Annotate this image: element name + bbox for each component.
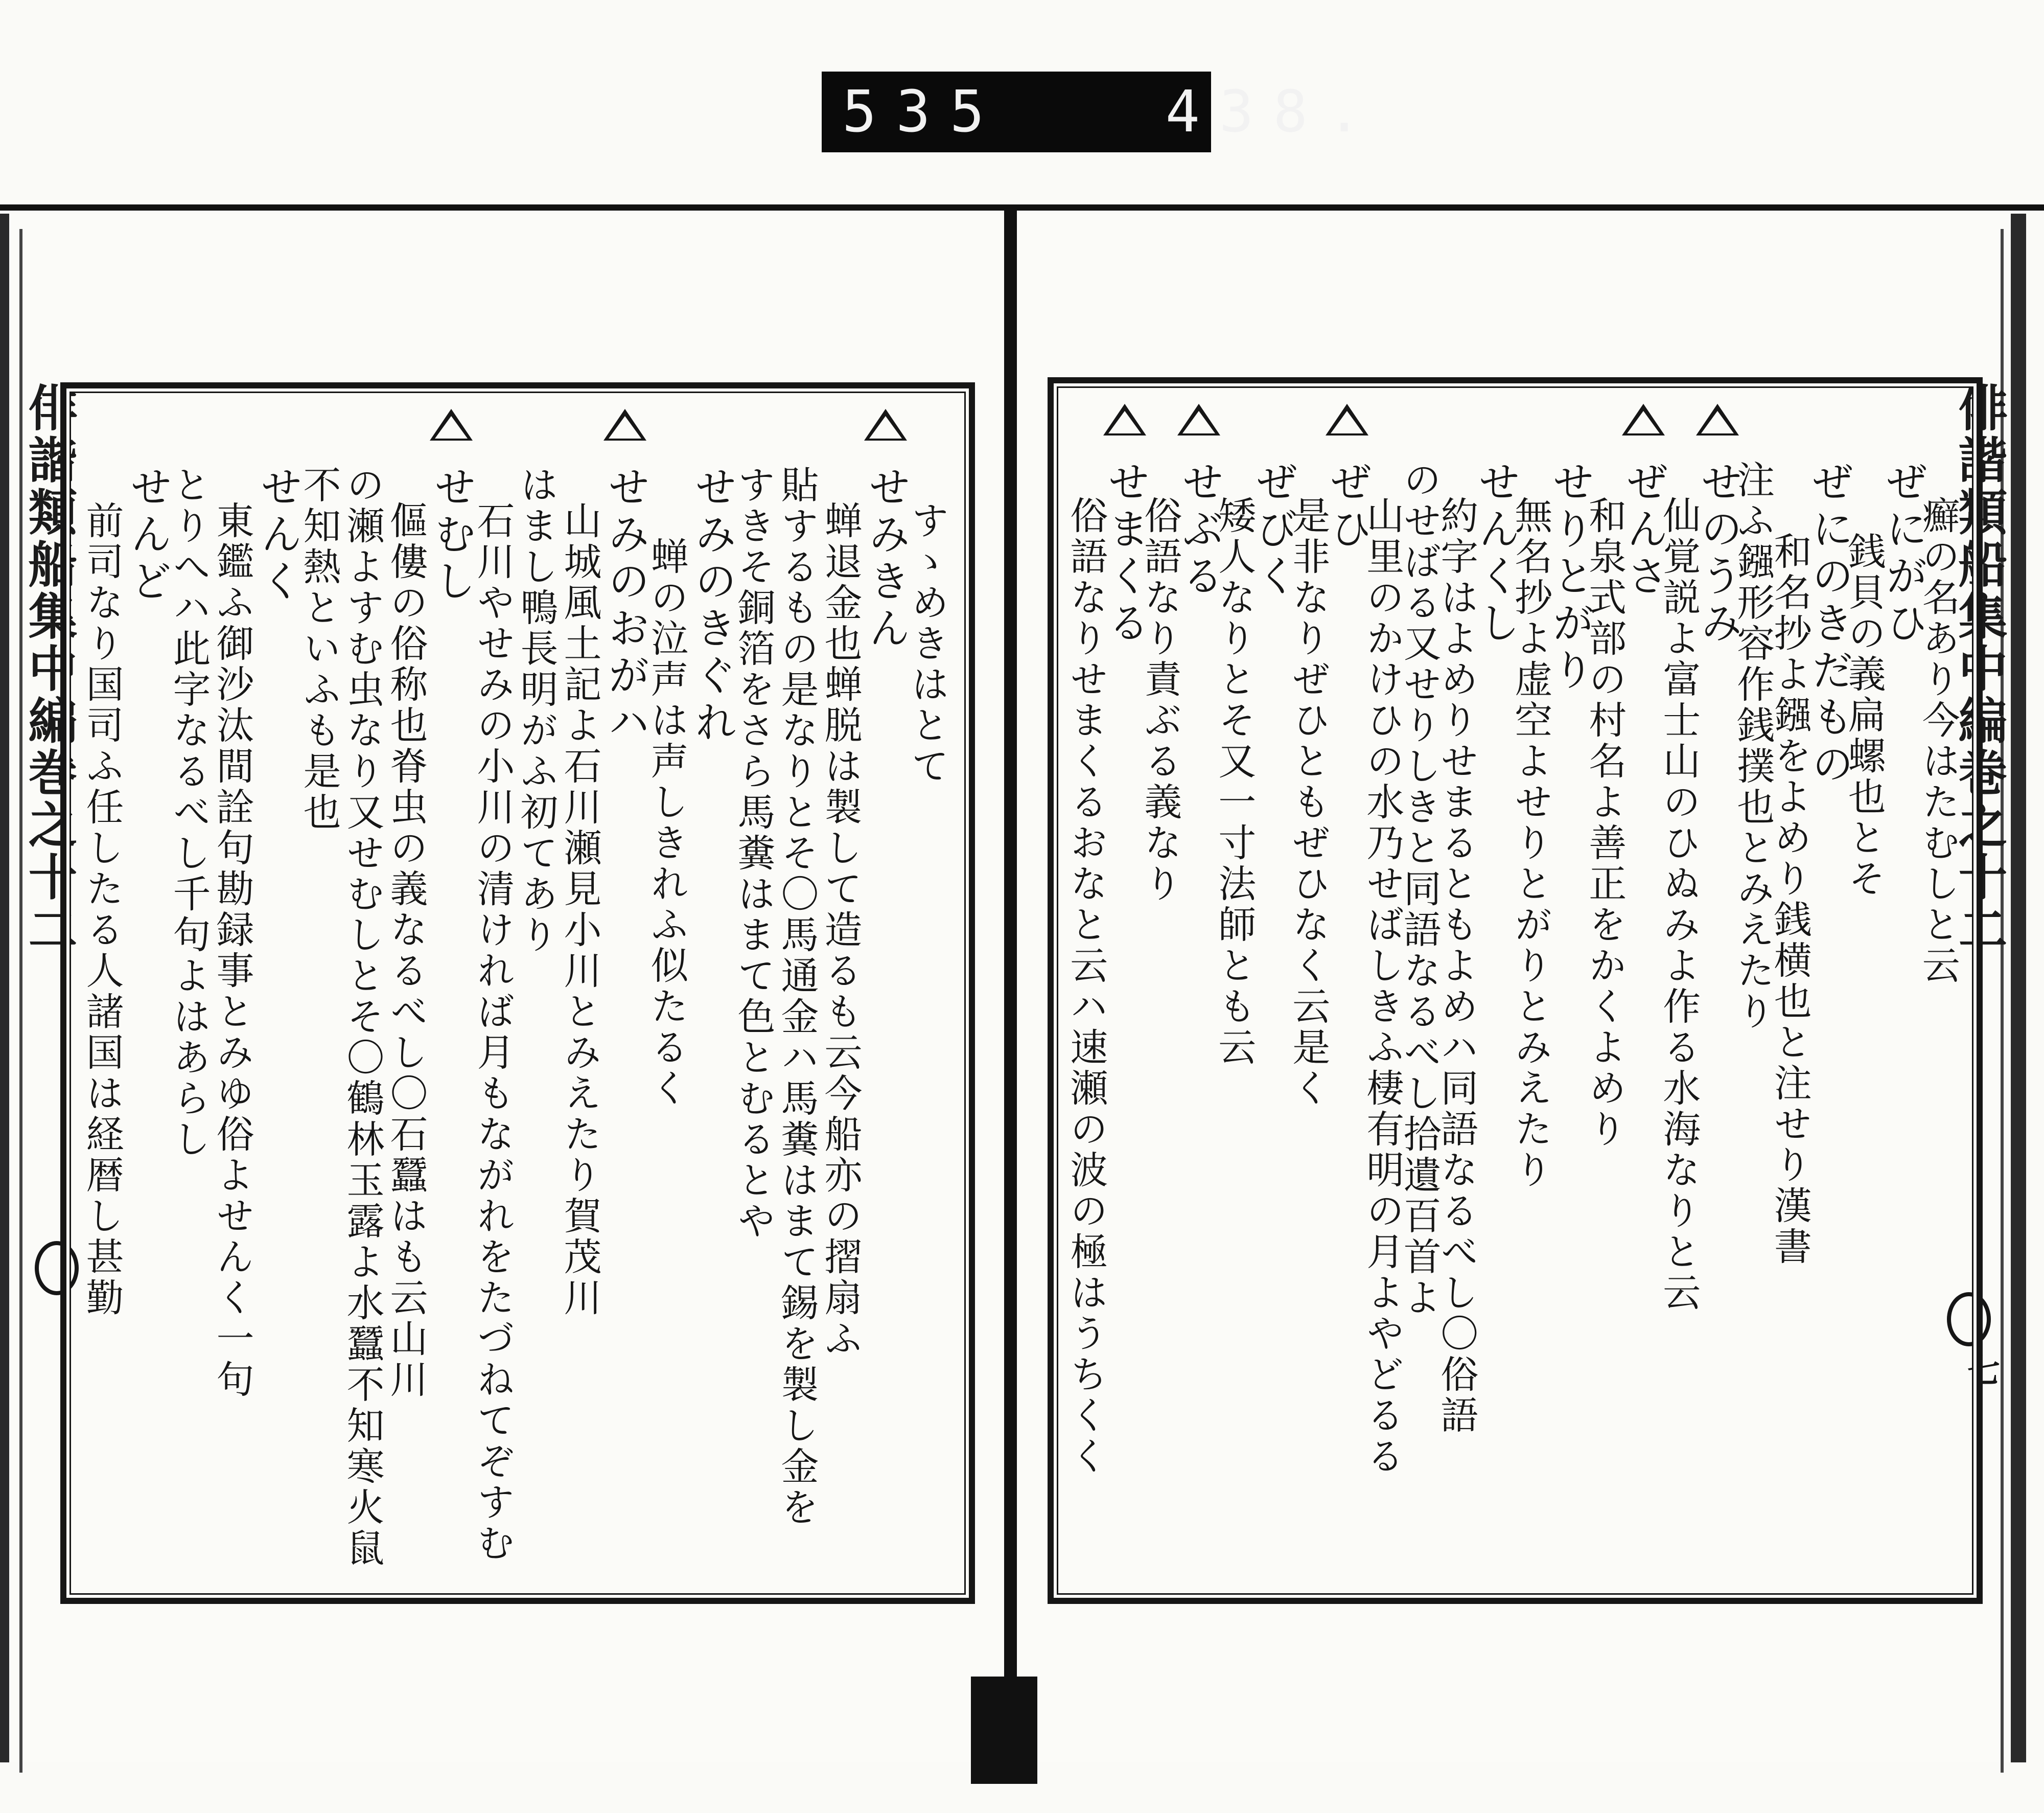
text-column: 貼するもの是なりとそ〇馬通金ハ馬糞はまて錫を製し金を: [775, 465, 819, 1528]
left-side-title: 俳諧類船集中編巻之十二: [20, 382, 78, 956]
headword-column: せむし: [427, 465, 476, 606]
text-column: 山城風土記よ石川瀬見小川とみえたり賀茂川: [558, 501, 602, 1319]
text-column: 山里のかけひの水乃せばしきふ棲有明の月よやどるる: [1360, 496, 1405, 1477]
text-column: の瀬よすむ虫なり又せむしとそ〇鶴林玉露よ水蠶不知寒火鼠: [340, 465, 385, 1569]
headword-column: せまくる: [1101, 460, 1150, 648]
text-column: すゝめきはとて: [905, 501, 949, 787]
text-column: 俗語なりせまくるおなと云ハ速瀬の波の極はうちくく: [1064, 496, 1108, 1477]
headword-column: ぜにのきだもの: [1805, 460, 1854, 789]
left-page: [0, 214, 1013, 1762]
left-text-frame: [60, 382, 975, 1604]
headword-column: せぶる: [1175, 460, 1224, 601]
headword-column: せりとがり: [1545, 460, 1594, 695]
open-book: [0, 204, 2044, 1813]
section-marker-triangle: [1326, 404, 1368, 435]
headword-column: ぜにがひ: [1879, 460, 1928, 648]
text-column: はまし鴨長明がふ初てあり: [514, 465, 559, 956]
text-column: 蝉退金也蝉脱は製して造るも云今船亦の摺扇ふ: [818, 501, 863, 1360]
text-column: 是非なりぜひともぜひなく云是く: [1286, 496, 1331, 1109]
right-page: [1017, 214, 2026, 1762]
section-marker-triangle: [1177, 404, 1220, 435]
section-marker-triangle: [1622, 404, 1665, 435]
text-column: すきそ銅箔をさら馬糞はまて色とむるとや: [731, 465, 776, 1242]
section-marker-triangle: [864, 409, 907, 441]
text-column: 傴僂の俗称也脊虫の義なるべし〇石蠶はも云山川: [384, 501, 428, 1401]
headword-column: せみきん: [862, 465, 911, 653]
headword-column: ぜんさ: [1619, 460, 1668, 601]
headword-column: せのうみ: [1693, 460, 1743, 648]
text-column: 蝉の泣声は声しきれふ似たるく: [644, 537, 689, 1109]
section-marker-triangle: [1103, 404, 1146, 435]
section-marker-triangle: [1696, 404, 1739, 435]
right-text-frame: [1048, 377, 1983, 1604]
text-column: 癬の名あり今はたむしと云: [1916, 496, 1960, 986]
text-column: 注ふ鏹形容作銭撲也とみえたり: [1731, 460, 1775, 1032]
text-column: 銭貝の義扁螺也とそ: [1842, 532, 1886, 900]
headword-column: せんくし: [1471, 460, 1520, 648]
headword-column: ぜひ: [1323, 460, 1372, 554]
headword-column: せんく: [253, 465, 303, 606]
page-number: 七: [1962, 1353, 2000, 1386]
top-edge-rule: [0, 204, 2044, 211]
text-column: 約字はよめりせまるともよめハ同語なるべし〇俗語: [1434, 496, 1479, 1436]
headword-column: せみのきぐれ: [688, 465, 737, 747]
text-column: 前司なり国司ふ任したる人諸国は経暦し甚勤: [80, 501, 124, 1319]
text-column: 和名抄よ鏹をよめり銭横也と注せり漢書: [1768, 532, 1812, 1268]
text-column: 東鑑ふ御沙汰間詮句勘録事とみゆ俗よせんく一句: [210, 501, 254, 1401]
headword-column: せんど: [123, 465, 172, 606]
text-column: 不知熱といふも是也: [297, 465, 341, 833]
text-column: 和泉式部の村名よ善正をかくよめり: [1583, 496, 1627, 1150]
text-column: 無名抄よ虚空よせりとがりとみえたり: [1508, 496, 1553, 1191]
headword-column: せみのおがハ: [601, 465, 650, 747]
text-column: 矮人なりとそ又一寸法師とも云: [1212, 496, 1257, 1068]
text-column: とりへハ此字なるべし千句よはあらし: [167, 465, 211, 1160]
gutter: [1004, 211, 1017, 1775]
text-column: 俗語なり責ぶる義なり: [1138, 496, 1182, 905]
gutter-tab: [971, 1677, 1037, 1784]
frame-counter: 535 438.: [822, 72, 1211, 152]
text-column: のせばる又せりしきと同語なるべし拾遺百首よ: [1397, 460, 1442, 1319]
text-column: 仙覚説よ富士山のひぬみよ作る水海なりと云: [1657, 496, 1701, 1314]
section-marker-triangle: [430, 409, 473, 441]
text-column: 石川やせみの小川の清ければ月もながれをたづねてぞすむ: [471, 501, 515, 1564]
section-marker-triangle: [603, 409, 646, 441]
headword-column: ぜびく: [1249, 460, 1298, 601]
right-side-title: 俳諧類船集中編巻之十二: [1950, 382, 2008, 956]
